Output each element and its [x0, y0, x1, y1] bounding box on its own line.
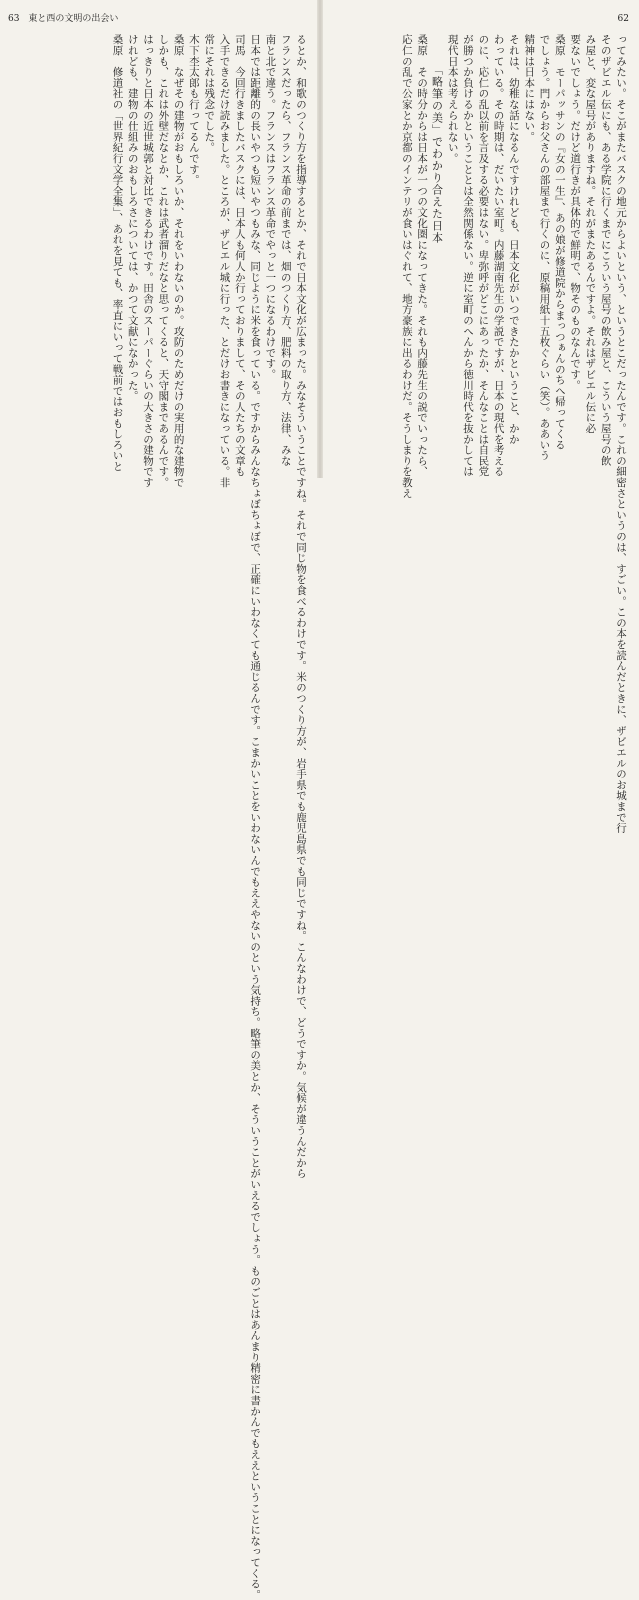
text-line: 常にそれは残念でした。	[203, 34, 216, 153]
text-line: けれども、建物の仕組みのおもしろさについては、かつて文献になかった。	[126, 34, 139, 402]
left-page-text	[6, 34, 308, 1600]
text-line: 入手できるだけ読みました。ところが、ザビエル城に行った、とだけお書きになっている。非	[218, 34, 231, 488]
text-line: るとか、和歌のつくり方を指導するとか、それで日本文化が広まった。みなそういうことですね。それで同じ物を食べるわけです。米のつくり方が、岩手県でも鹿児島県でも同じですね。こんなわけで、どうですか。気候が違うんだから	[295, 34, 307, 1179]
text-line: でしょう。門からお父さんの部屋まで行くのに、原稿用紙十五枚ぐらい（笑）。ああいう	[538, 34, 551, 461]
left-page-header	[8, 14, 118, 24]
right-page-number: 62	[617, 14, 629, 24]
text-line: のに、応仁の乱以前を言及する必要はない。卑弥呼がどこにあったか、そんなことは自民党	[477, 34, 490, 477]
text-line: み屋と、変な屋号がありますね。それがまたあるんですよ。それはザビエル伝に必	[584, 34, 597, 434]
section-heading: 「略筆の美」でわかり合えた日本	[430, 64, 444, 244]
right-page-text	[328, 34, 628, 834]
text-line: 精神は日本にはない。	[523, 34, 536, 142]
text-line: しかも、これは外壁だなとか、これは武者溜りだなと思ってくると、天守閣まであるんです。	[157, 34, 170, 488]
text-line: それは、幼稚な話になるんですけれども、日本文化がいつできたかということ、かか	[507, 34, 520, 445]
text-line: が勝つか負けるかということとは全然関係ない。逆に室町のへんから徳川時代を抜かしては	[462, 34, 475, 477]
text-line: 桑原 修道社の「世界紀行文学全集」、あれを見ても、率直にいって戦前ではおもしろいと	[111, 34, 124, 472]
text-line: そのザビエル伝にも、ある学院に行くまでにこういう屋号の飲み屋と、こういう屋号の飲	[599, 34, 612, 466]
text-line: 司馬 今回行きましたバスクには、日本人も何人か行っておりまして、その人たちの文章も	[233, 34, 246, 477]
text-line: 木下杢太郎も行ってるんです。	[187, 34, 200, 186]
text-line: 日本では距離的の長いやつも短いやつもみな、同じように米を食っている。ですからみんなちょぼちょぼで、正確にいわなくても通じるんです。こまかいことをいわないんでもええやないのという気持ち。略筆の美とか、そういうことがいえるでしょう。ものごとはあんまり精密に書かんでもええということになってくる。	[249, 34, 262, 1600]
text-line: ってみたい。そこがまたバスクの地元からよいという、というとこだったんです。これの細密さというのは、すごい。この本を読んだときに、ザビエルのお城まで行	[615, 34, 627, 834]
text-line: わっている。その時期は、だいたい室町。内藤湖南先生の学説ですが、日本の現代を考える	[492, 34, 505, 477]
text-line: 桑原 モーパッサンの『女の一生』、あの娘が修道院からまっつぁんのちへ帰ってくる	[553, 34, 566, 450]
left-running-head: 東と西の文明の出会い	[28, 14, 119, 24]
text-line: 桑原 その時分からは日本が一つの文化圏になってきた。それも内藤先生の説でいったら、	[416, 34, 429, 477]
text-line: 桑原 なぜその建物がおもしろいか、それをいわないのか。攻防のためだけの実用的な建物で	[172, 34, 185, 488]
text-line: はっきりと日本の近世城郭と対比できるわけです。田舎のスーパーぐらいの大きさの建物です	[142, 34, 155, 488]
text-line: 現代日本は考えられない。	[446, 34, 459, 164]
book-gutter	[317, 0, 323, 478]
right-page-header	[618, 14, 629, 24]
text-line: フランスだったら、フランス革命の前までは、畑のつくり方、肥料の取り方、法律、みな	[279, 34, 292, 466]
left-page-number: 63	[8, 14, 20, 24]
text-line: 応仁の乱で公家とか京都のインテリが食いはぐれて、地方豪族に出るわけだ。そうしまりを教え	[400, 34, 413, 499]
text-line: 南と北で違う。フランスはフランス革命でやっと一つになるわけです。	[264, 34, 277, 380]
text-line: 要ないでしょう。だけど道行きが具体的で鮮明で、物そのものなんです。	[569, 34, 582, 391]
